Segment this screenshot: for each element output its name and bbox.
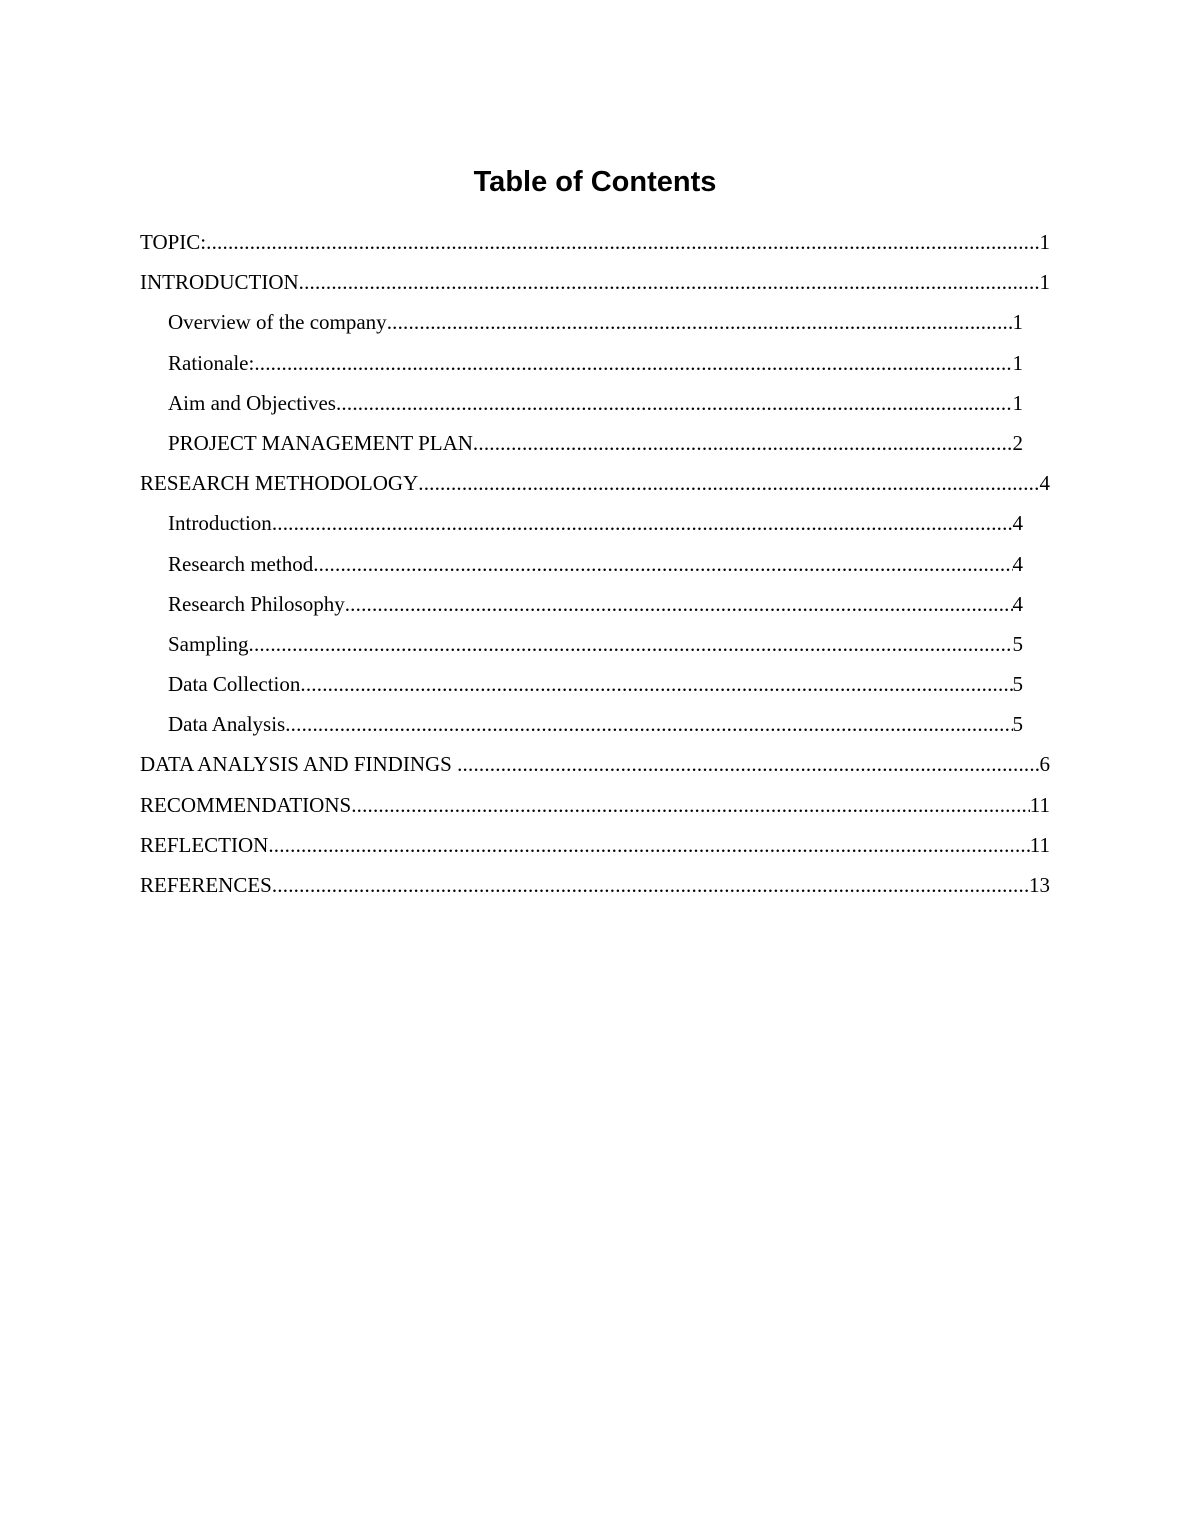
toc-page-number: 2	[1012, 430, 1023, 455]
toc-entry-aim-and-objectives[interactable]	[0, 383, 1190, 423]
toc-page-number: 4	[1012, 551, 1023, 576]
toc-dot-leader	[254, 343, 1012, 383]
toc-page-number: 1	[1012, 310, 1023, 335]
toc-page-number: 4	[1012, 511, 1023, 536]
toc-entry-project-management-plan[interactable]	[0, 423, 1190, 463]
toc-entry-label: INTRODUCTION	[140, 270, 299, 295]
toc-page-number: 1	[1012, 390, 1023, 415]
toc-entry-introduction[interactable]	[0, 262, 1190, 302]
toc-entry-research-philosophy[interactable]	[0, 584, 1190, 624]
toc-entry-topic[interactable]	[0, 222, 1190, 262]
toc-entry-label: PROJECT MANAGEMENT PLAN	[168, 430, 473, 455]
toc-entry-reflection[interactable]	[0, 825, 1190, 865]
toc-page-number: 1	[1039, 270, 1050, 295]
toc-entry-rationale[interactable]	[0, 343, 1190, 383]
toc-entry-label: Research method	[168, 551, 314, 576]
toc-entry-label: Introduction	[168, 511, 272, 536]
toc-entry-recommendations[interactable]	[0, 785, 1190, 825]
toc-entry-label: REFLECTION	[140, 832, 269, 857]
toc-page-number: 11	[1029, 832, 1050, 857]
toc-entry-data-collection[interactable]	[0, 664, 1190, 704]
toc-entry-research-method[interactable]	[0, 544, 1190, 584]
toc-page-number: 4	[1012, 591, 1023, 616]
toc-page-number: 1	[1039, 230, 1050, 254]
toc-entry-label: TOPIC:	[140, 230, 207, 254]
toc-dot-leader	[457, 744, 1039, 784]
toc-title: Table of Contents	[473, 166, 717, 198]
toc-entry-label: Data Analysis	[168, 712, 286, 737]
toc-dot-leader	[299, 262, 1040, 302]
toc-entry-label: Overview of the company	[168, 310, 387, 335]
toc-entry-introduction-sub[interactable]	[0, 503, 1190, 543]
toc-entry-data-analysis-and-findings[interactable]	[0, 744, 1190, 784]
toc-dot-leader	[418, 463, 1039, 503]
toc-entry-overview-of-the-company[interactable]	[0, 302, 1190, 342]
toc-dot-leader	[336, 383, 1013, 423]
toc-dot-leader	[249, 624, 1013, 664]
toc-page-number: 13	[1029, 873, 1050, 897]
toc-entry-label: RECOMMENDATIONS	[140, 792, 352, 817]
toc-dot-leader	[206, 222, 1039, 262]
toc-dot-leader	[285, 704, 1012, 744]
toc-dot-leader	[345, 584, 1013, 624]
toc-entry-label: Data Collection	[168, 672, 301, 697]
toc-entry-label: Research Philosophy	[168, 591, 345, 616]
toc-page-number: 5	[1012, 672, 1023, 697]
toc-page-number: 11	[1029, 792, 1050, 817]
toc-entry-label: REFERENCES	[140, 873, 272, 897]
toc-entry-sampling[interactable]	[0, 624, 1190, 664]
toc-entry-label: Rationale:	[168, 350, 255, 375]
table-of-contents	[0, 222, 1190, 905]
toc-entry-references[interactable]	[0, 865, 1190, 905]
toc-page-number: 5	[1012, 631, 1023, 656]
toc-entry-research-methodology[interactable]	[0, 463, 1190, 503]
toc-entry-data-analysis[interactable]	[0, 704, 1190, 744]
toc-page-number: 4	[1039, 471, 1050, 496]
toc-page-number: 1	[1012, 350, 1023, 375]
toc-page-number: 6	[1039, 752, 1050, 777]
toc-dot-leader	[313, 544, 1012, 584]
toc-dot-leader	[387, 302, 1013, 342]
toc-dot-leader	[473, 423, 1013, 463]
toc-dot-leader	[351, 785, 1030, 825]
toc-dot-leader	[268, 825, 1029, 865]
toc-dot-leader	[272, 865, 1029, 905]
toc-dot-leader	[300, 664, 1012, 704]
toc-entry-label: RESEARCH METHODOLOGY	[140, 471, 419, 496]
toc-dot-leader	[272, 503, 1013, 543]
toc-entry-label: DATA ANALYSIS AND FINDINGS	[140, 752, 458, 777]
toc-entry-label: Aim and Objectives	[168, 390, 336, 415]
toc-page-number: 5	[1012, 712, 1023, 737]
toc-entry-label: Sampling	[168, 631, 249, 656]
